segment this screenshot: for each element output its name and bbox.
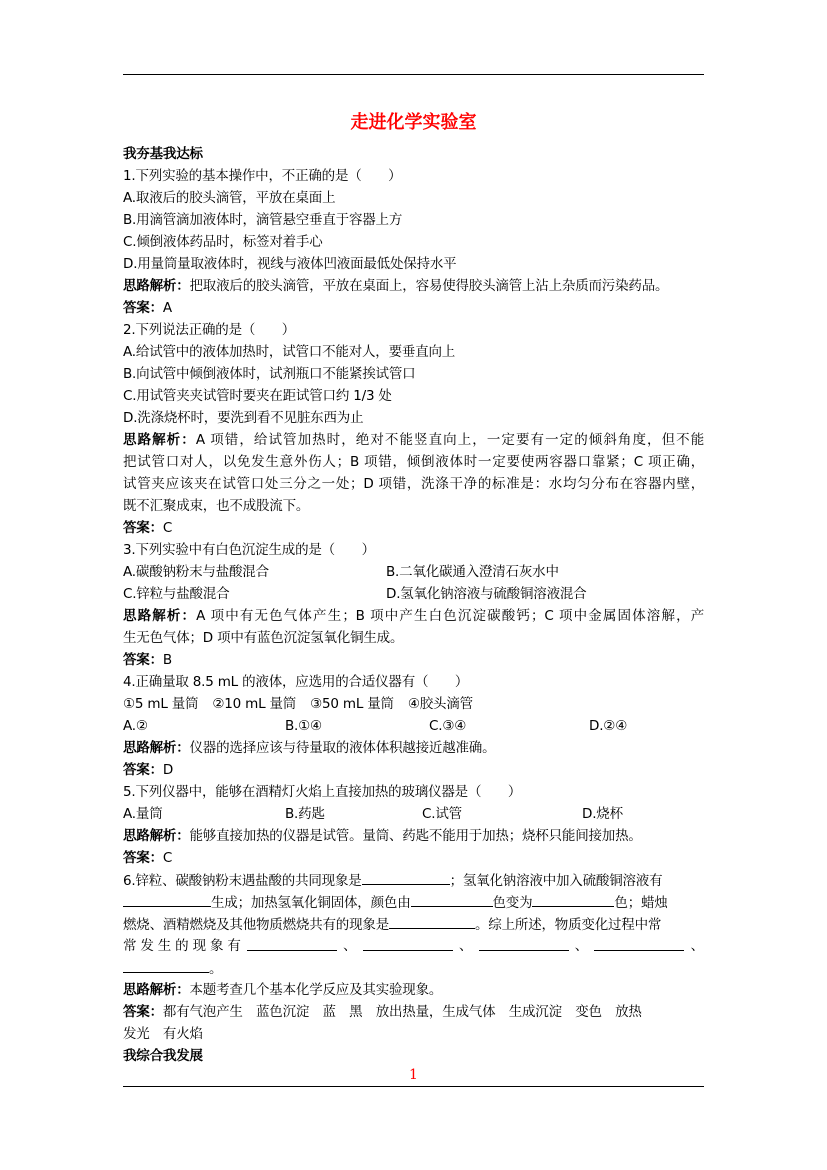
answer-label: 答案： [123, 1004, 163, 1020]
question-3-options-row [123, 583, 704, 605]
answer-label: 答案： [123, 300, 163, 316]
analysis-label: 思路解析： [123, 432, 196, 448]
analysis-label: 思路解析： [123, 982, 190, 998]
question-4-stem: 4.正确量取 8.5 mL 的液体，应选用的合适仪器有（ ） [123, 674, 469, 690]
question-6-text: 色变为 [492, 895, 533, 911]
question-4-choices [123, 693, 704, 715]
question-5-stem: 5.下列仪器中，能够在酒精灯火焰上直接加热的玻璃仪器是（ ） [123, 784, 522, 800]
question-3-analysis-line: 生无色气体；D 项中有蓝色沉淀氢氧化铜生成。 [123, 630, 404, 646]
question-3-option-b: B.二氧化碳通入澄清石灰水中 [386, 564, 559, 580]
question-1-option-c: C.倾倒液体药品时，标签对着手心 [123, 234, 323, 250]
question-1-stem: 1.下列实验的基本操作中，不正确的是（ ） [123, 168, 402, 184]
question-2-option-b: B.向试管中倾倒液体时，试剂瓶口不能紧挨试管口 [123, 366, 416, 382]
fill-blank[interactable] [363, 935, 453, 951]
question-5-option-a: A.量筒 [123, 806, 163, 822]
question-2-analysis-line [123, 429, 704, 451]
fill-blank[interactable] [123, 891, 211, 907]
question-5-answer [123, 847, 704, 869]
question-3-options-row [123, 561, 704, 583]
punctuation: 、 [690, 938, 704, 954]
question-1-analysis [123, 275, 704, 297]
question-6-text: 常 发 生 的 现 象 有 [123, 938, 241, 954]
analysis-label: 思路解析： [123, 608, 197, 624]
question-6-line [123, 869, 704, 891]
answer-value: D [162, 762, 174, 778]
footer-rule [123, 1086, 704, 1087]
answer-label: 答案： [123, 850, 163, 866]
question-1-answer [123, 297, 704, 319]
question-6-text: 。综上所述，物质变化过程中常 [475, 917, 662, 933]
question-2-analysis-line: 试管夹应该夹在试管口处三分之一处；D 项错，洗涤干净的标准是：水均匀分布在容器内壁， [123, 476, 704, 492]
question-6-line [123, 935, 704, 957]
question-3-analysis-line [123, 605, 704, 627]
answer-label: 答案： [123, 520, 163, 536]
fill-blank[interactable] [123, 957, 209, 973]
analysis-text: 本题考查几个基本化学反应及其实验现象。 [189, 982, 443, 998]
answer-value: A [162, 300, 172, 316]
question-4-choice: ③50 mL 量筒 [310, 696, 394, 712]
answer-value: C [162, 520, 173, 536]
question-3-option-a: A.碳酸钠粉末与盐酸混合 [123, 564, 269, 580]
analysis-label: 思路解析： [123, 828, 190, 844]
analysis-text: 能够直接加热的仪器是试管。量筒、药匙不能用于加热；烧杯只能间接加热。 [189, 828, 642, 844]
answer-label: 答案： [123, 762, 163, 778]
fill-blank[interactable] [594, 935, 684, 951]
question-5-option-b: B.药匙 [285, 806, 325, 822]
question-3-answer [123, 649, 704, 671]
page-number: 1 [409, 1067, 418, 1083]
question-3-option-c: C.锌粒与盐酸混合 [123, 586, 230, 602]
question-6-line [123, 891, 704, 913]
question-2-option-a: A.给试管中的液体加热时，试管口不能对人，要垂直向上 [123, 344, 456, 360]
question-4-options-row [123, 715, 704, 737]
section-heading: 我综合我发展 [123, 1048, 203, 1064]
question-2-option-d: D.洗涤烧杯时，要洗到看不见脏东西为止 [123, 410, 364, 426]
analysis-label: 思路解析： [123, 278, 190, 294]
question-5-options-row [123, 803, 704, 825]
question-4-option-d: D.②④ [589, 718, 628, 734]
question-5-option-d: D.烧杯 [582, 806, 623, 822]
question-4-option-c: C.③④ [429, 718, 467, 734]
answer-label: 答案： [123, 652, 163, 668]
header-rule [123, 74, 704, 75]
answer-value: B [162, 652, 172, 668]
question-4-option-a: A.② [123, 718, 148, 734]
question-5-analysis [123, 825, 704, 847]
question-4-choice: ①5 mL 量筒 [123, 696, 199, 712]
fill-blank[interactable] [411, 891, 493, 907]
question-4-option-b: B.①④ [285, 718, 322, 734]
document-body [123, 143, 704, 1067]
question-1-option-b: B.用滴管滴加液体时，滴管悬空垂直于容器上方 [123, 212, 403, 228]
question-1-option-a: A.取液后的胶头滴管，平放在桌面上 [123, 190, 336, 206]
answer-value: C [162, 850, 173, 866]
question-6-line [123, 913, 704, 935]
fill-blank[interactable] [532, 891, 614, 907]
question-6-line [123, 957, 704, 979]
question-3-option-d: D.氢氧化钠溶液与硫酸铜溶液混合 [386, 586, 587, 602]
question-4-choice: ④胶头滴管 [407, 696, 473, 712]
analysis-text: A 项中有无色气体产生；B 项中产生白色沉淀碳酸钙；C 项中金属固体溶解，产 [196, 608, 705, 624]
question-2-analysis-line: 把试管口对人，以免发生意外伤人；B 项错，倾倒液体时一定要使两容器口靠紧；C 项正确， [123, 454, 704, 470]
analysis-text: 仪器的选择应该与待量取的液体体积越接近越准确。 [189, 740, 496, 756]
punctuation: 。 [209, 961, 223, 977]
analysis-text: 把取液后的胶头滴管，平放在桌面上，容易使得胶头滴管上沾上杂质而污染药品。 [189, 278, 669, 294]
question-6-text: ；氢氧化钠溶液中加入硫酸铜溶液有 [449, 873, 663, 889]
punctuation: 、 [458, 938, 473, 954]
question-6-text: 燃烧、酒精燃烧及其他物质燃烧共有的现象是 [123, 917, 389, 933]
analysis-label: 思路解析： [123, 740, 190, 756]
question-6-analysis [123, 979, 704, 1001]
answer-value: 都有气泡产生 蓝色沉淀 蓝 黑 放出热量，生成气体 生成沉淀 变色 放热 [162, 1004, 642, 1020]
section-heading: 我夯基我达标 [123, 146, 203, 162]
question-6-text: 色；蜡烛 [614, 895, 668, 911]
punctuation: 、 [574, 938, 589, 954]
question-3-stem: 3.下列实验中有白色沉淀生成的是（ ） [123, 542, 375, 558]
question-1-option-d: D.用量筒量取液体时，视线与液体凹液面最低处保持水平 [123, 256, 457, 272]
question-2-analysis-line: 既不汇聚成束，也不成股流下。 [123, 498, 310, 514]
question-6-text: 6.锌粒、碳酸钠粉末遇盐酸的共同现象是 [123, 873, 362, 889]
question-6-answer-cont: 发光 有火焰 [123, 1026, 203, 1042]
page-title: 走进化学实验室 [350, 112, 477, 133]
question-4-choice: ②10 mL 量筒 [212, 696, 297, 712]
fill-blank[interactable] [247, 935, 337, 951]
question-2-option-c: C.用试管夹夹试管时要夹在距试管口约 1/3 处 [123, 388, 392, 404]
question-4-answer [123, 759, 704, 781]
question-6-answer [123, 1001, 704, 1023]
fill-blank[interactable] [389, 913, 475, 929]
question-4-analysis [123, 737, 704, 759]
question-5-option-c: C.试管 [422, 806, 462, 822]
analysis-text: A 项错，给试管加热时，绝对不能竖直向上，一定要有一定的倾斜角度，但不能 [195, 432, 705, 448]
fill-blank[interactable] [479, 935, 569, 951]
question-6-text: 生成；加热氢氧化铜固体，颜色由 [211, 895, 411, 911]
fill-blank[interactable] [362, 869, 450, 885]
question-2-stem: 2.下列说法正确的是（ ） [123, 322, 296, 338]
question-2-answer [123, 517, 704, 539]
punctuation: 、 [343, 938, 357, 954]
